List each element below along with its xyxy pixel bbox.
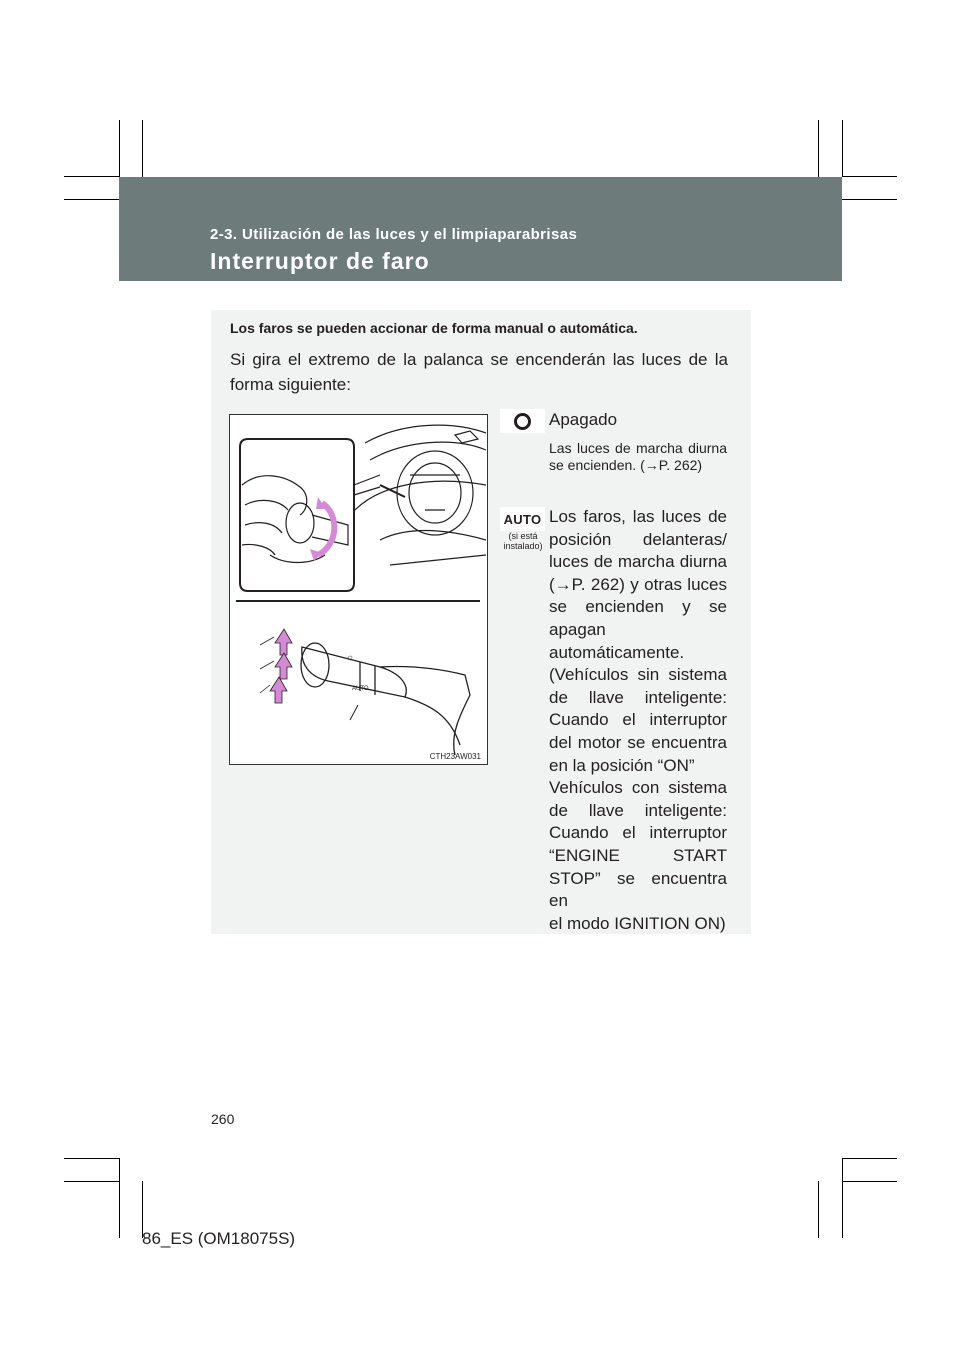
auto-line: STOP” se encuentra en <box>549 868 727 911</box>
auto-line: del motor se encuentra <box>549 732 727 752</box>
auto-line: el modo IGNITION ON) <box>549 913 726 933</box>
auto-line: “ENGINE START <box>549 845 727 865</box>
crop-mark <box>64 176 119 177</box>
auto-line: Vehículos con sistema <box>549 778 727 798</box>
auto-line: posición delanteras/ <box>549 529 727 549</box>
page-title: Interruptor de faro <box>210 248 430 274</box>
auto-line: Cuando el interruptor <box>549 710 727 730</box>
auto-line: de llave inteligente: <box>549 687 727 707</box>
auto-note-line: instalado) <box>503 541 543 551</box>
illustration-drawing <box>230 415 487 764</box>
figure-code: CTH23AW031 <box>429 752 481 761</box>
crop-mark <box>842 199 897 200</box>
crop-mark <box>842 1158 843 1238</box>
auto-icon: AUTO <box>503 511 542 527</box>
section-label: 2-3. Utilización de las luces y el limpiaparabrisas <box>210 226 578 243</box>
page-number: 260 <box>211 1111 235 1127</box>
crop-mark <box>64 1158 119 1159</box>
document-code: 86_ES (OM18075S) <box>142 1229 296 1248</box>
auto-note-line: (si está <box>508 531 538 541</box>
figure-switch-label: AUTO <box>352 686 369 692</box>
crop-mark <box>842 1158 897 1159</box>
intro-text: Los faros se pueden accionar de forma manual o automática. <box>230 320 638 336</box>
auto-line: Cuando el interruptor <box>549 823 727 843</box>
auto-line: automáticamente. <box>549 642 685 662</box>
auto-line: de llave inteligente: <box>549 800 727 820</box>
off-label: Apagado <box>549 410 618 429</box>
auto-note <box>500 531 546 551</box>
auto-line: luces de marcha diurna <box>549 552 727 572</box>
headlight-switch-illustration <box>229 414 488 765</box>
auto-line: se encienden y se <box>549 597 727 617</box>
auto-line: en la posición “ON” <box>549 755 695 775</box>
off-icon-box <box>500 409 545 433</box>
crop-mark <box>119 1158 120 1238</box>
auto-line: (Vehículos sin sistema <box>549 665 727 685</box>
crop-mark <box>818 1181 819 1238</box>
crop-mark <box>842 120 843 177</box>
crop-mark <box>842 1181 897 1182</box>
crop-mark <box>842 176 897 177</box>
auto-line: apagan <box>549 619 606 639</box>
crop-mark <box>64 1181 119 1182</box>
crop-mark <box>142 120 143 177</box>
auto-line: Los faros, las luces de <box>549 507 727 526</box>
auto-icon-box <box>500 507 545 531</box>
crop-mark <box>119 120 120 177</box>
auto-description <box>549 506 727 935</box>
off-icon <box>514 413 531 430</box>
off-note: Las luces de marcha diurna se encienden. (→P. 262) <box>549 440 727 473</box>
svg-text:☼: ☼ <box>346 652 355 662</box>
lead-paragraph: Si gira el extremo de la palanca se encenderán las luces de la forma siguiente: <box>230 350 728 394</box>
crop-mark <box>64 199 119 200</box>
auto-line: (→P. 262) y otras luces <box>549 574 727 594</box>
crop-mark <box>818 120 819 177</box>
